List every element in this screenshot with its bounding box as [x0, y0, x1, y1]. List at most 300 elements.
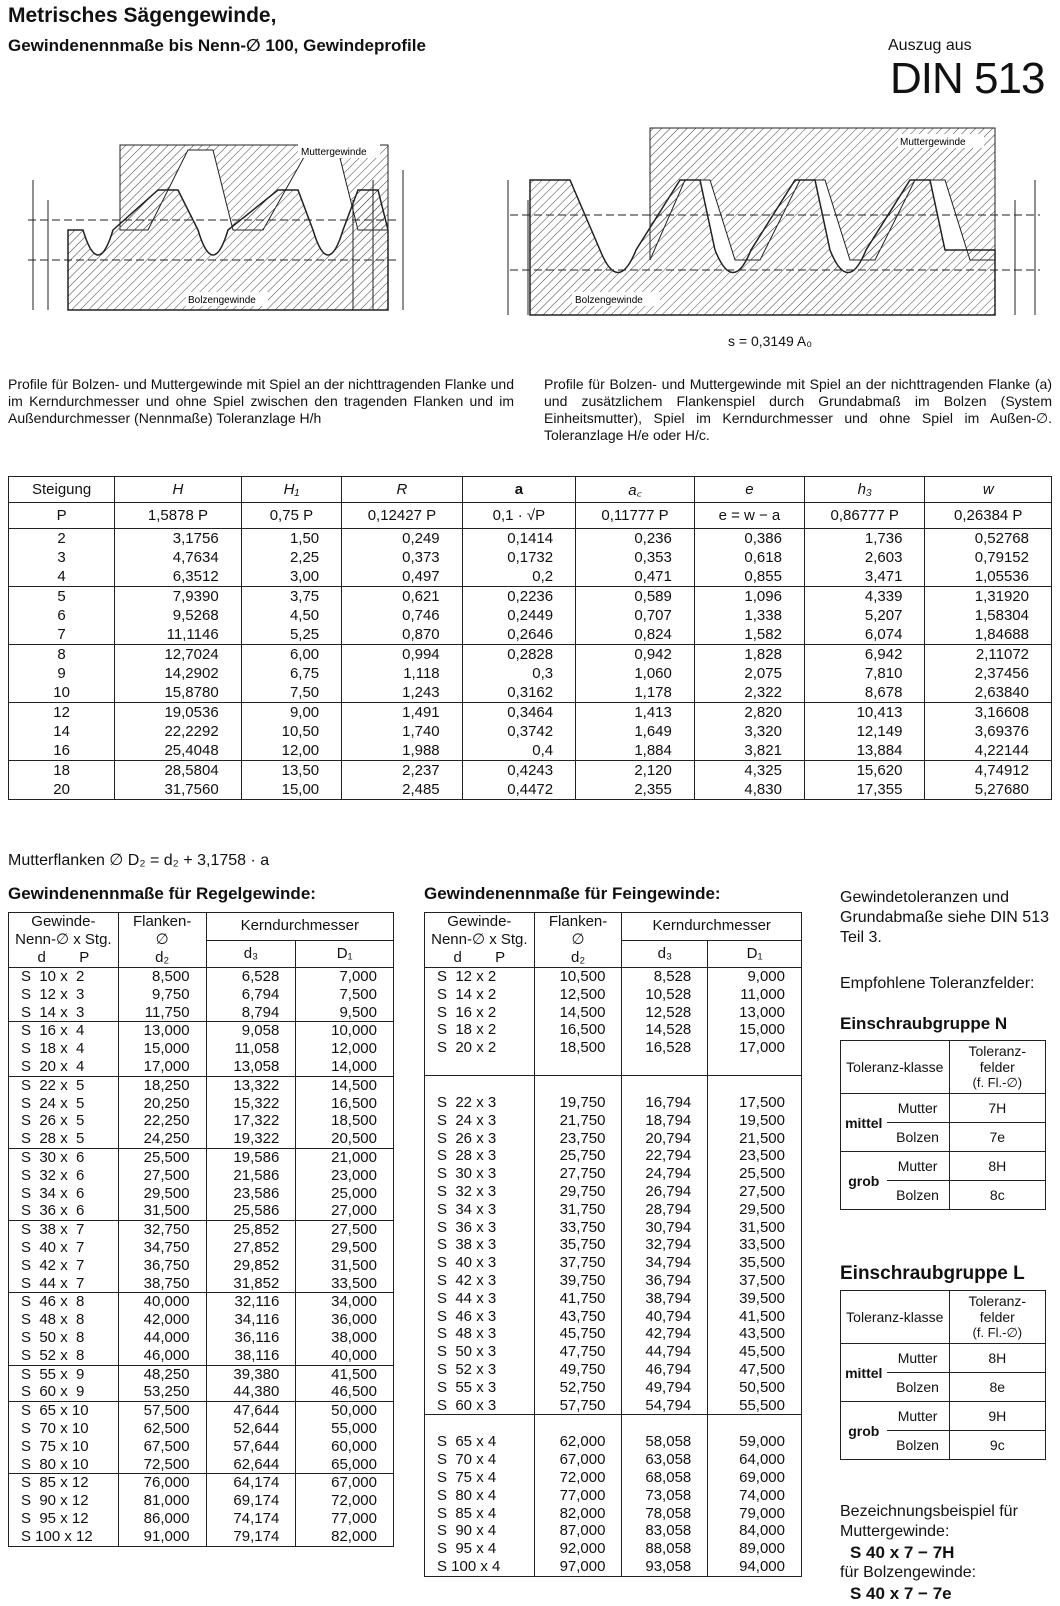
- thread-value: 40,000: [143, 1293, 190, 1311]
- thread-value: S 85 x 4: [437, 1504, 497, 1522]
- thread-value: 10,000: [331, 1022, 377, 1040]
- profile-value: 12,00: [281, 742, 320, 759]
- tol-fl-label: (f. Fl.-∅): [972, 1075, 1023, 1090]
- profile-cell-r: [342, 529, 463, 587]
- profile-cell-p: [9, 529, 115, 587]
- thread-value: 29,750: [559, 1182, 606, 1200]
- profile-header-cell: Steigung: [9, 477, 115, 503]
- thread-value: S 52 x 3: [437, 1360, 497, 1378]
- thread-value: 25,000: [331, 1184, 377, 1202]
- profile-value: 0,746: [402, 607, 440, 624]
- thread-data-group: [425, 1415, 802, 1576]
- thread-value: S 44 x 7: [21, 1274, 85, 1292]
- thread-value: 34,000: [331, 1293, 377, 1311]
- thread-value: 45,500: [739, 1343, 785, 1361]
- profile-value: 6,074: [864, 626, 903, 643]
- thread-value: 47,500: [739, 1360, 785, 1378]
- thread-value: 29,500: [331, 1238, 377, 1256]
- profile-value: 2,25: [289, 549, 320, 566]
- thread-value: 32,750: [143, 1221, 190, 1239]
- thread-cell-d1: [296, 1148, 394, 1220]
- thread-value: S 32 x 3: [437, 1182, 497, 1200]
- thread-cell-desc: [9, 968, 119, 1022]
- profile-cell-w: [925, 761, 1052, 800]
- thread-value: S 16 x 4: [21, 1022, 85, 1040]
- profile-value: 2,120: [634, 762, 672, 779]
- thread-value: S 16 x 2: [437, 1003, 497, 1021]
- thread-data-group: [9, 968, 394, 1022]
- profile-value: 0,3464: [507, 704, 554, 721]
- thread-value: 9,058: [241, 1022, 280, 1040]
- thread-value: S 46 x 3: [437, 1307, 497, 1325]
- thread-cell-d2: [118, 1148, 206, 1220]
- bezeichnungsbeispiel-label: Bezeichnungsbeispiel für Muttergewinde:: [840, 1503, 1018, 1540]
- profile-value: 6,75: [289, 665, 320, 682]
- thread-value: 15,000: [143, 1040, 190, 1058]
- profile-value: 5,27680: [974, 781, 1029, 798]
- tolerance-table-n: [840, 1040, 1046, 1210]
- thread-value: S 34 x 6: [21, 1184, 85, 1202]
- profile-value: 0,1414: [507, 530, 554, 547]
- profile-value: 0,52768: [974, 530, 1029, 547]
- profile-cell-w: [925, 645, 1052, 703]
- profile-value: 0,79152: [974, 549, 1029, 566]
- thread-value: 27,852: [233, 1238, 280, 1256]
- thread-value: 27,750: [559, 1165, 606, 1183]
- profile-value: 0,249: [402, 530, 440, 547]
- profile-value: 31,7560: [164, 781, 219, 798]
- thread-value: 69,174: [233, 1492, 280, 1510]
- profile-value: 15,620: [856, 762, 903, 779]
- profile-value: 2,63840: [974, 684, 1029, 701]
- thread-value: 34,116: [234, 1311, 280, 1329]
- thread-value: 24,250: [143, 1130, 190, 1148]
- thread-value: 67,000: [559, 1451, 606, 1469]
- profile-value: 4,7634: [172, 549, 219, 566]
- thread-value: 52,644: [233, 1419, 280, 1437]
- tol-row: [841, 1402, 1046, 1431]
- thread-value: 39,500: [739, 1289, 785, 1307]
- profile-value: 12: [53, 704, 70, 721]
- tol-value: 7H: [949, 1094, 1045, 1123]
- thread-cell-d2: [534, 968, 622, 1076]
- thread-cell-d3: [206, 1022, 296, 1076]
- thread-value: 87,000: [559, 1522, 606, 1540]
- thread-value: 31,500: [739, 1218, 785, 1236]
- profile-value: 2,603: [864, 549, 903, 566]
- thread-value: 79,000: [739, 1504, 785, 1522]
- profile-cell-h3: [804, 703, 925, 761]
- thread-value: 7,500: [339, 985, 377, 1003]
- empfohlene-label: Empfohlene Toleranzfelder:: [840, 975, 1035, 992]
- profile-header-cell: 0,75 P: [241, 503, 341, 529]
- thread-value: 42,000: [143, 1311, 190, 1329]
- core-D1-header: D₁: [296, 940, 394, 968]
- thread-value: 13,000: [143, 1022, 190, 1040]
- profile-cell-w: [925, 587, 1052, 645]
- thread-cell-d2: [118, 1365, 206, 1402]
- thread-value: 86,000: [143, 1509, 190, 1527]
- thread-value: 39,380: [233, 1365, 280, 1383]
- tol-felder-header: [949, 1041, 1045, 1094]
- profile-value: 4,339: [864, 588, 903, 605]
- profile-value: 2,355: [634, 781, 672, 798]
- profile-value: 0,386: [744, 530, 782, 547]
- profile-value: 1,649: [634, 723, 672, 740]
- profile-cell-p: [9, 703, 115, 761]
- thread-value: S 20 x 4: [21, 1057, 85, 1075]
- muttergewinde-label-left: Muttergewinde: [301, 147, 367, 158]
- thread-value: 68,058: [645, 1468, 692, 1486]
- profile-value: 0,1732: [507, 549, 554, 566]
- profile-value: 1,736: [864, 530, 903, 547]
- thread-value: 19,500: [739, 1111, 785, 1129]
- example-mutter-designation: S 40 x 7 − 7H: [850, 1543, 955, 1562]
- flank-diameter-header: [534, 913, 622, 968]
- profile-value: 1,243: [402, 684, 440, 701]
- thread-data-group: [9, 1365, 394, 1402]
- profile-value: 11,1146: [166, 626, 219, 643]
- profile-value: 15,00: [281, 781, 320, 798]
- thread-value: 69,000: [739, 1468, 785, 1486]
- thread-value: 59,000: [739, 1433, 785, 1451]
- profile-cell-h: [115, 645, 241, 703]
- thread-cell-d1: [296, 1221, 394, 1293]
- profile-value: 3,69376: [974, 723, 1029, 740]
- profile-cell-h1: [241, 761, 341, 800]
- profile-cell-e: [694, 587, 804, 645]
- thread-value: 25,750: [559, 1147, 606, 1165]
- profile-cell-p: [9, 645, 115, 703]
- thread-value: 21,500: [739, 1129, 785, 1147]
- thread-value: S 90 x 12: [21, 1492, 89, 1510]
- profile-cell-a: [462, 703, 575, 761]
- profile-value: 0,2236: [507, 588, 554, 605]
- tol-value: 8H: [949, 1152, 1045, 1181]
- thread-value: 29,500: [739, 1200, 785, 1218]
- thread-value: 14,500: [559, 1003, 606, 1021]
- thread-value: 78,058: [645, 1504, 692, 1522]
- thread-value: 64,174: [233, 1474, 280, 1492]
- profile-value: 1,118: [403, 665, 440, 682]
- profile-value: 2,237: [402, 762, 440, 779]
- thread-data-group: [9, 1148, 394, 1220]
- profile-value: 1,060: [634, 665, 672, 682]
- thread-value: S 22 x 3: [437, 1093, 497, 1111]
- profile-cell-e: [694, 703, 804, 761]
- profile-value: 1,884: [634, 742, 672, 759]
- din-standard-label: DIN 513: [890, 54, 1045, 103]
- profile-value: 8: [57, 646, 66, 663]
- thread-value: 91,000: [143, 1527, 190, 1545]
- thread-value: 41,500: [739, 1307, 785, 1325]
- profile-value: 1,58304: [974, 607, 1029, 624]
- core-d3-header: d₃: [622, 940, 708, 968]
- thread-value: 77,000: [331, 1509, 377, 1527]
- profile-header-row: [9, 477, 1052, 503]
- thread-value: 49,750: [559, 1360, 606, 1378]
- thread-value: S 40 x 7: [21, 1238, 85, 1256]
- thread-value: 46,794: [645, 1360, 692, 1378]
- thread-value: S 65 x 10: [21, 1402, 89, 1420]
- thread-data-group: [9, 1474, 394, 1546]
- feingewinde-table: [424, 912, 802, 1577]
- profile-value: 3,471: [864, 568, 903, 585]
- tol-class-grob: grob: [841, 1402, 887, 1460]
- thread-value: S 42 x 3: [437, 1271, 497, 1289]
- bolt-nut-profile-diagram-left: [8, 110, 428, 330]
- profile-header-cell: w: [925, 477, 1052, 503]
- profile-value: 9,5268: [172, 607, 219, 624]
- thread-cell-d1: [708, 1075, 802, 1414]
- nominal-header-line: Nenn-∅ x Stg.: [15, 931, 112, 948]
- page-subtitle: Gewindenennmaße bis Nenn-∅ 100, Gewindeprofile: [8, 36, 426, 55]
- profile-data-group: [9, 529, 1052, 587]
- profile-value: 4: [57, 568, 66, 585]
- thread-value: 7,000: [339, 968, 377, 985]
- einschraubgruppe-n-heading: Einschraubgruppe N: [840, 1014, 1008, 1033]
- profile-value: 13,884: [856, 742, 903, 759]
- thread-cell-d3: [206, 1365, 296, 1402]
- thread-value: S 18 x 4: [21, 1040, 85, 1058]
- thread-value: 30,794: [645, 1218, 692, 1236]
- nominal-header-line: Gewinde-: [447, 913, 512, 930]
- profile-cell-ac: [576, 587, 695, 645]
- thread-value: 24,794: [645, 1165, 692, 1183]
- thread-value: 13,000: [739, 1003, 785, 1021]
- thread-value: 89,000: [739, 1540, 785, 1558]
- profile-cell-ac: [576, 529, 695, 587]
- thread-value: 84,000: [739, 1522, 785, 1540]
- thread-value: 14,000: [331, 1057, 377, 1075]
- thread-value: 36,794: [645, 1271, 692, 1289]
- flank-header-line: Flanken-: [132, 913, 192, 930]
- tolerance-reference-text: Gewindetoleranzen und Grundabmaße siehe DIN 513 Teil 3.: [840, 889, 1049, 946]
- profile-cell-h3: [804, 761, 925, 800]
- profile-value: 0,353: [634, 549, 672, 566]
- tol-value: 8e: [949, 1373, 1045, 1402]
- flank-diameter-header: [118, 913, 206, 968]
- profile-value: 22,2292: [164, 723, 219, 740]
- nominal-size-header: [9, 913, 119, 968]
- profile-value: 8,678: [864, 684, 903, 701]
- thread-value: 55,500: [739, 1396, 785, 1414]
- profile-cell-a: [462, 645, 575, 703]
- thread-value: 16,794: [645, 1093, 692, 1111]
- profile-cell-e: [694, 761, 804, 800]
- thread-value: 23,586: [233, 1184, 280, 1202]
- profile-value: 0,621: [402, 588, 440, 605]
- profile-cell-h3: [804, 529, 925, 587]
- thread-value: 19,586: [233, 1148, 280, 1166]
- profile-value: 2,37456: [974, 665, 1029, 682]
- thread-value: 92,000: [559, 1540, 606, 1558]
- profile-value: 3,16608: [974, 704, 1029, 721]
- feingewinde-heading: Gewindenennmaße für Feingewinde:: [424, 884, 721, 903]
- thread-cell-d2: [534, 1415, 622, 1576]
- thread-value: 36,000: [331, 1311, 377, 1329]
- thread-cell-desc: [425, 1075, 535, 1414]
- profile-value: 1,338: [744, 607, 782, 624]
- profile-value: 2,820: [744, 704, 782, 721]
- thread-value: S 32 x 6: [21, 1166, 85, 1184]
- thread-value: 57,644: [233, 1437, 280, 1455]
- thread-data-group: [9, 1022, 394, 1076]
- profile-value: 17,355: [856, 781, 903, 798]
- thread-value: 41,750: [559, 1289, 606, 1307]
- profile-value: 4,74912: [974, 762, 1029, 779]
- thread-value: 9,500: [339, 1003, 377, 1021]
- thread-value: 50,500: [739, 1378, 785, 1396]
- tol-mutter-label: Mutter: [887, 1094, 950, 1123]
- profile-value: 1,096: [744, 588, 782, 605]
- nominal-header-line: d P: [37, 949, 90, 966]
- thread-cell-d3: [206, 1148, 296, 1220]
- profile-value: 9: [57, 665, 66, 682]
- thread-value: 35,500: [739, 1254, 785, 1272]
- thread-cell-desc: [9, 1148, 119, 1220]
- thread-value: S 100 x 12: [21, 1527, 93, 1545]
- tol-mutter-label: Mutter: [887, 1402, 950, 1431]
- thread-value: 21,586: [233, 1166, 280, 1184]
- profile-cell-h3: [804, 587, 925, 645]
- thread-value: 44,794: [645, 1343, 692, 1361]
- thread-value: S 14 x 3: [21, 1003, 85, 1021]
- thread-value: 32,116: [234, 1293, 280, 1311]
- thread-value: 34,750: [143, 1238, 190, 1256]
- thread-value: 64,000: [739, 1451, 785, 1469]
- thread-value: 58,058: [645, 1433, 692, 1451]
- thread-value: 36,116: [234, 1328, 280, 1346]
- thread-value: 16,528: [645, 1039, 692, 1057]
- thread-value: S 42 x 7: [21, 1256, 85, 1274]
- thread-value: 29,500: [143, 1184, 190, 1202]
- thread-value: 9,750: [152, 985, 190, 1003]
- core-d3-header: d₃: [206, 940, 296, 968]
- profile-header-cell: e: [694, 477, 804, 503]
- tol-klasse-header: Toleranz-klasse: [841, 1291, 950, 1344]
- profile-data-group: [9, 587, 1052, 645]
- tol-klasse-header: Toleranz-klasse: [841, 1041, 950, 1094]
- thread-cell-desc: [9, 1402, 119, 1474]
- thread-value: 34,794: [645, 1254, 692, 1272]
- profile-value: 12,7024: [164, 646, 219, 663]
- profile-value: 0,589: [634, 588, 672, 605]
- thread-value: S 30 x 6: [21, 1148, 85, 1166]
- profile-value: 0,2449: [507, 607, 554, 624]
- tol-row: [841, 1344, 1046, 1373]
- profile-data-group: [9, 645, 1052, 703]
- regelgewinde-heading: Gewindenennmaße für Regelgewinde:: [8, 884, 316, 903]
- profile-value: 0,870: [402, 626, 440, 643]
- thread-cell-d3: [622, 1075, 708, 1414]
- thread-value: 38,000: [331, 1328, 377, 1346]
- thread-value: S 60 x 3: [437, 1396, 497, 1414]
- bolzengewinde-label-right: Bolzengewinde: [575, 295, 643, 306]
- thread-value: 72,000: [331, 1492, 377, 1510]
- profile-cell-ac: [576, 761, 695, 800]
- thread-value: 20,250: [143, 1094, 190, 1112]
- thread-data-group: [9, 1221, 394, 1293]
- thread-cell-desc: [425, 1415, 535, 1576]
- profile-value: 0,618: [744, 549, 782, 566]
- tol-row: [841, 1094, 1046, 1123]
- thread-value: 43,750: [559, 1307, 606, 1325]
- thread-data-group: [9, 1293, 394, 1365]
- thread-value: 27,500: [739, 1182, 785, 1200]
- profile-value: 9,00: [289, 704, 320, 721]
- thread-value: 13,322: [233, 1076, 280, 1094]
- profile-value: 6,00: [289, 646, 320, 663]
- thread-value: 18,500: [331, 1112, 377, 1130]
- profile-value: 0,2646: [507, 626, 554, 643]
- profile-cell-h1: [241, 703, 341, 761]
- thread-value: S 28 x 3: [437, 1147, 497, 1165]
- profile-cell-a: [462, 529, 575, 587]
- flank-header-line: ∅: [571, 931, 585, 948]
- thread-value: 94,000: [739, 1557, 785, 1575]
- thread-value: 20,794: [645, 1129, 692, 1147]
- profile-value: 10,413: [856, 704, 903, 721]
- tol-value: 8H: [949, 1344, 1045, 1373]
- profile-cell-r: [342, 703, 463, 761]
- einschraubgruppe-l-heading: Einschraubgruppe L: [840, 1263, 1025, 1284]
- tol-felder-header: [949, 1291, 1045, 1344]
- thread-value: 6,794: [241, 985, 280, 1003]
- flank-header-line: d₂: [570, 949, 586, 966]
- profile-value: 0,942: [634, 646, 672, 663]
- thread-value: 18,500: [559, 1039, 606, 1057]
- thread-value: 43,500: [739, 1325, 785, 1343]
- thread-cell-d3: [206, 968, 296, 1022]
- profile-header-cell: H₁: [241, 477, 341, 503]
- profile-value: 6: [57, 607, 66, 624]
- thread-value: 11,058: [234, 1040, 280, 1058]
- profile-value: 15,8780: [164, 684, 219, 701]
- thread-value: 38,750: [143, 1274, 190, 1292]
- tol-header-row: [841, 1041, 1046, 1094]
- thread-cell-desc: [9, 1221, 119, 1293]
- thread-value: 23,750: [559, 1129, 606, 1147]
- thread-value: 12,000: [331, 1040, 377, 1058]
- tol-row: [841, 1152, 1046, 1181]
- profile-cell-p: [9, 761, 115, 800]
- thread-value: S 75 x 10: [21, 1437, 89, 1455]
- profile-value: 0,2828: [507, 646, 554, 663]
- profile-cell-r: [342, 587, 463, 645]
- thread-value: S 38 x 3: [437, 1236, 497, 1254]
- thread-value: 45,750: [559, 1325, 606, 1343]
- tol-class-mittel: mittel: [841, 1344, 887, 1402]
- bolzengewinde-example-label: für Bolzengewinde:: [840, 1564, 977, 1581]
- profile-cell-ac: [576, 703, 695, 761]
- thread-value: 21,750: [559, 1111, 606, 1129]
- thread-value: 50,000: [331, 1402, 377, 1420]
- profile-cell-e: [694, 645, 804, 703]
- thread-cell-d1: [296, 1076, 394, 1148]
- thread-value: 54,794: [645, 1396, 692, 1414]
- thread-value: 31,750: [559, 1200, 606, 1218]
- thread-value: 37,750: [559, 1254, 606, 1272]
- thread-value: 11,000: [740, 985, 785, 1003]
- thread-value: 15,000: [739, 1021, 785, 1039]
- thread-value: 49,794: [645, 1378, 692, 1396]
- thread-value: S 12 x 2: [437, 968, 497, 985]
- profile-value: 10,50: [281, 723, 320, 740]
- profile-value: 7,810: [864, 665, 903, 682]
- profile-value: 5,25: [289, 626, 320, 643]
- thread-cell-d3: [206, 1076, 296, 1148]
